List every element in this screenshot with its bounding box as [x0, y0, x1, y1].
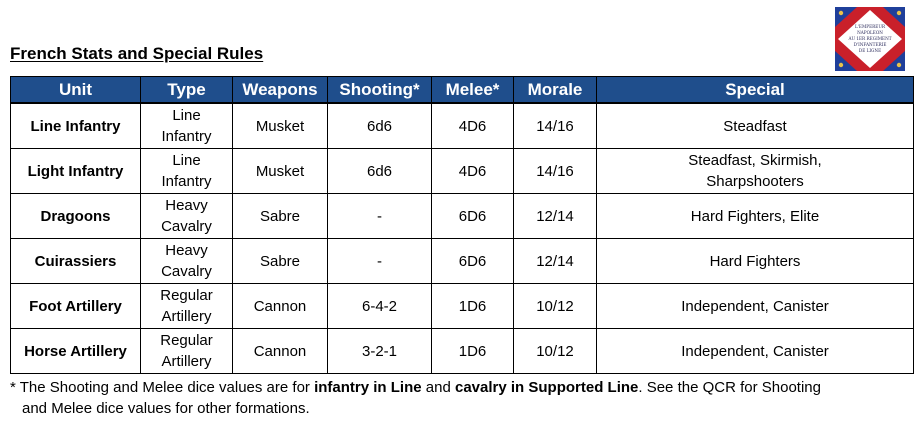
footnote-emphasis: cavalry in Supported Line [454, 379, 639, 396]
special-cell [597, 194, 914, 239]
type-cell [141, 149, 233, 194]
table-row [11, 149, 914, 194]
type-line: Artillery [161, 353, 212, 370]
melee-cell: 1D6 [432, 284, 514, 329]
special-cell [597, 239, 914, 284]
special-line: Independent, Canister [681, 342, 829, 360]
footnote-line-2: and Melee dice values for other formations. [22, 400, 310, 417]
morale-cell: 10/12 [514, 329, 597, 374]
type-cell [141, 284, 233, 329]
unit-cell: Foot Artillery [11, 284, 141, 329]
type-line: Infantry [161, 173, 212, 190]
type-line: Cavalry [161, 218, 212, 235]
shooting-cell: 6d6 [328, 103, 432, 149]
type-cell [141, 103, 233, 149]
weapons-cell: Cannon [233, 284, 328, 329]
shooting-cell: 6-4-2 [328, 284, 432, 329]
special-line: Steadfast [723, 117, 787, 135]
shooting-cell: 6d6 [328, 149, 432, 194]
type-line: Artillery [161, 308, 212, 325]
special-line: Independent, Canister [681, 297, 829, 315]
morale-cell: 14/16 [514, 103, 597, 149]
special-cell [597, 103, 914, 149]
melee-cell: 4D6 [432, 149, 514, 194]
table-row [11, 103, 914, 149]
type-cell [141, 329, 233, 374]
melee-cell: 4D6 [432, 103, 514, 149]
unit-cell: Cuirassiers [11, 239, 141, 284]
flag-text-line: D'INFANTERIE [853, 42, 887, 47]
table-row [11, 329, 914, 374]
type-line: Line [172, 107, 201, 124]
flag-text-line: L'EMPEREUR [854, 24, 886, 29]
morale-cell: 10/12 [514, 284, 597, 329]
column-header-melee: Melee* [432, 77, 514, 104]
morale-cell: 12/14 [514, 194, 597, 239]
type-line: Heavy [165, 197, 208, 214]
unit-cell: Line Infantry [11, 103, 141, 149]
column-header-shooting: Shooting* [328, 77, 432, 104]
shooting-cell: 3-2-1 [328, 329, 432, 374]
french-stats-table [10, 76, 914, 374]
weapons-cell: Musket [233, 149, 328, 194]
footnote-text: . See the QCR for Shooting [638, 379, 821, 396]
melee-cell: 6D6 [432, 194, 514, 239]
type-cell [141, 194, 233, 239]
unit-cell: Light Infantry [11, 149, 141, 194]
column-header-type: Type [141, 77, 233, 104]
shooting-cell: - [328, 194, 432, 239]
footnote-line-1 [10, 377, 910, 398]
weapons-cell: Sabre [233, 194, 328, 239]
shooting-cell: - [328, 239, 432, 284]
type-line: Infantry [161, 128, 212, 145]
column-header-unit: Unit [11, 77, 141, 104]
special-cell [597, 284, 914, 329]
flag-graphic [835, 7, 905, 71]
morale-cell: 12/14 [514, 239, 597, 284]
special-line: Hard Fighters, Elite [690, 207, 820, 225]
morale-cell: 14/16 [514, 149, 597, 194]
footnote-emphasis: infantry in Line [314, 379, 422, 396]
unit-cell: Dragoons [11, 194, 141, 239]
special-line: Steadfast, Skirmish, [688, 152, 822, 169]
flag-text-line: DE LIGNE [858, 48, 882, 53]
type-line: Regular [160, 287, 213, 304]
table-row [11, 284, 914, 329]
weapons-cell: Musket [233, 103, 328, 149]
type-line: Regular [160, 332, 213, 349]
footnote-text: * The Shooting and Melee dice values are for [10, 379, 315, 396]
type-cell [141, 239, 233, 284]
special-line: Sharpshooters [706, 173, 804, 190]
flag-text-line: AU 1ER REGIMENT [848, 36, 892, 41]
weapons-cell: Cannon [233, 329, 328, 374]
weapons-cell: Sabre [233, 239, 328, 284]
regimental-flag-image [835, 7, 905, 71]
special-line: Hard Fighters [709, 252, 801, 270]
page-title: French Stats and Special Rules [10, 44, 264, 63]
table-row [11, 194, 914, 239]
column-header-special: Special [597, 77, 914, 104]
table-header-row [11, 77, 914, 104]
footnote-text: and [421, 379, 455, 396]
flag-text-line: NAPOLEON [857, 30, 883, 35]
special-cell [597, 329, 914, 374]
column-header-morale: Morale [514, 77, 597, 104]
column-header-weapons: Weapons [233, 77, 328, 104]
special-cell [597, 149, 914, 194]
footnote [10, 377, 910, 419]
melee-cell: 6D6 [432, 239, 514, 284]
table-row [11, 239, 914, 284]
type-line: Line [172, 152, 201, 169]
unit-cell: Horse Artillery [11, 329, 141, 374]
melee-cell: 1D6 [432, 329, 514, 374]
type-line: Heavy [165, 242, 208, 259]
type-line: Cavalry [161, 263, 212, 280]
